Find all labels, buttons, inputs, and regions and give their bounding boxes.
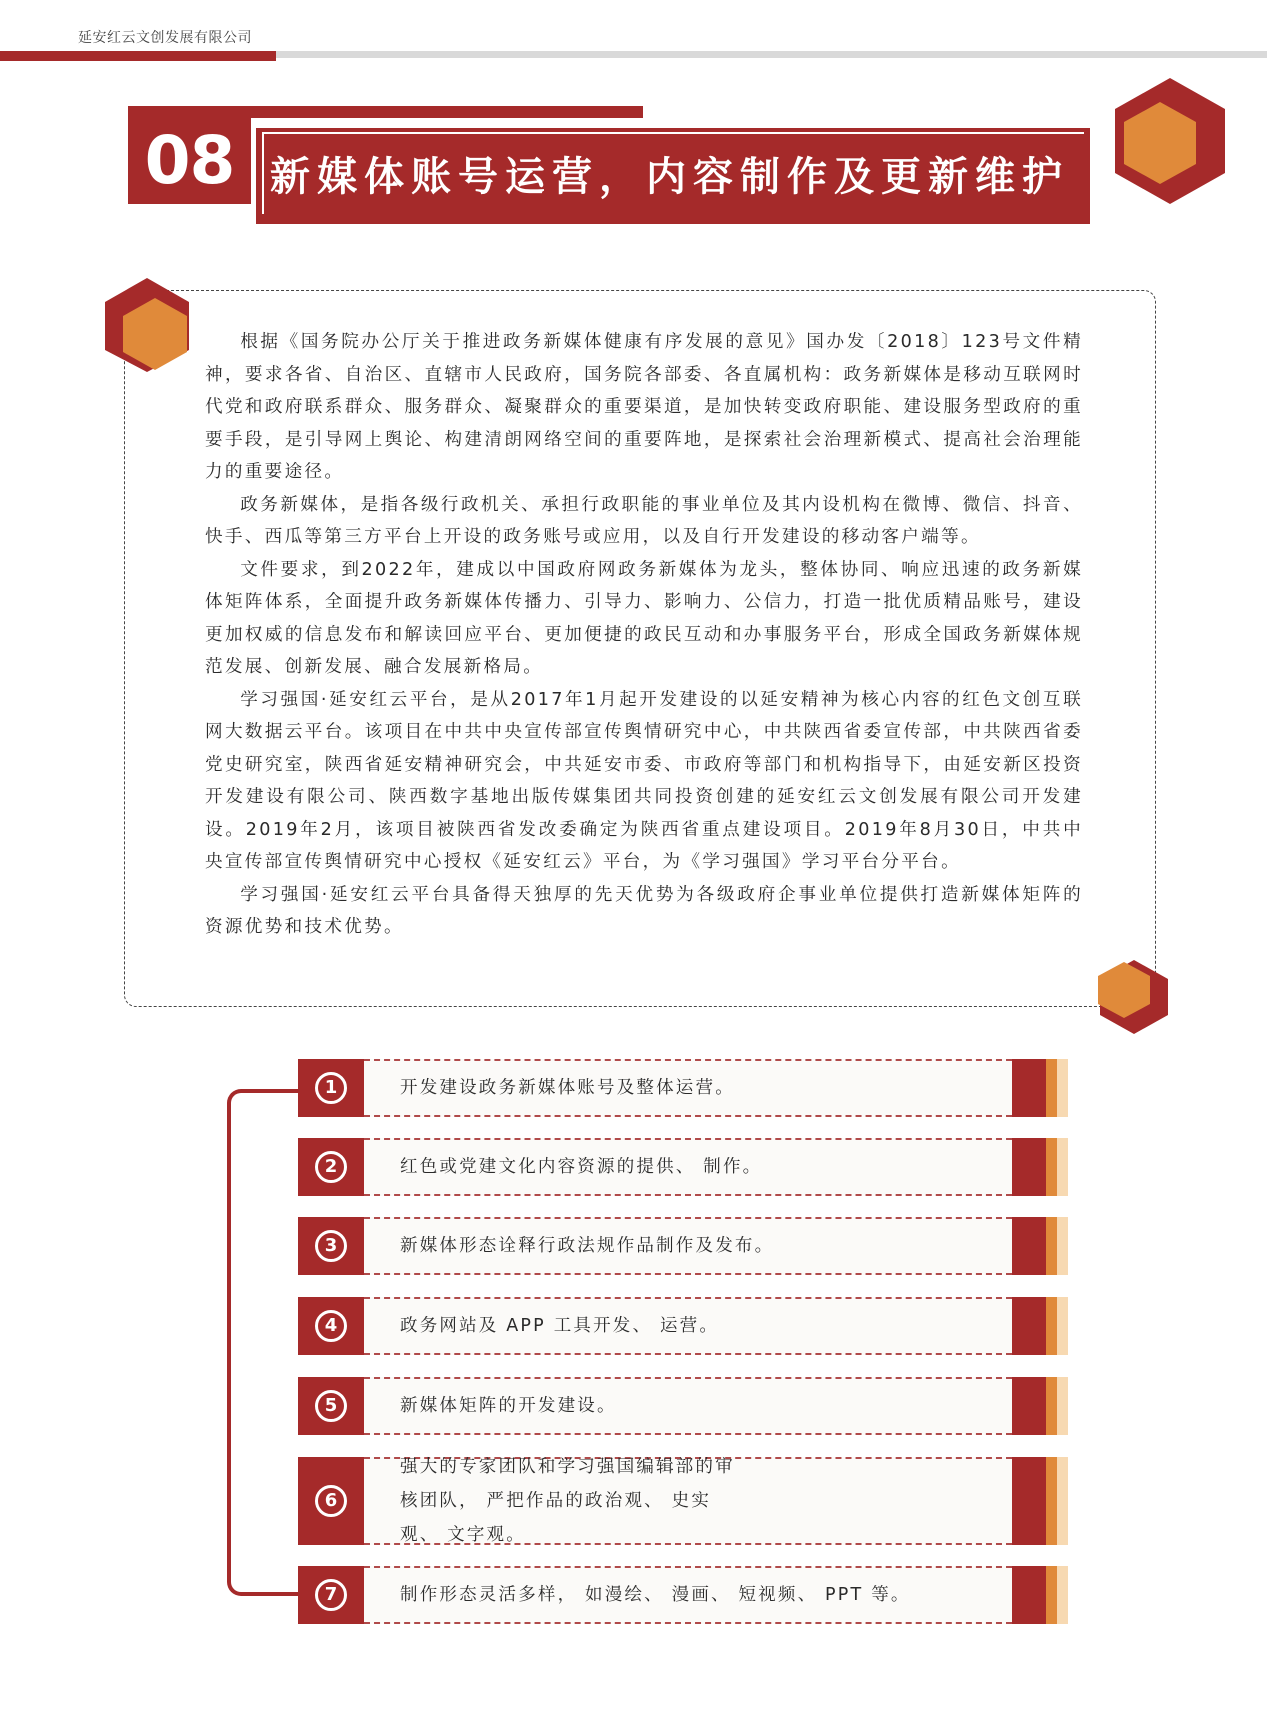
list-item-end-red	[1012, 1059, 1046, 1117]
hexagon-decoration-content-bottom-right	[1090, 958, 1170, 1036]
list-item-end-orange	[1046, 1059, 1057, 1117]
list-item-end-red	[1012, 1566, 1046, 1624]
list-item	[298, 1138, 1068, 1196]
list-item-number: 1	[315, 1072, 347, 1104]
list-item-text: 政务网站及 APP 工具开发、 运营。	[400, 1316, 720, 1336]
list-item-end-orange	[1046, 1297, 1057, 1355]
paragraph-2: 政务新媒体，是指各级行政机关、承担行政职能的事业单位及其内设机构在微博、微信、抖音、快手、西瓜等第三方平台上开设的政务账号或应用，以及自行开发建设的移动客户端等。	[205, 494, 1083, 547]
list-item-number-box	[298, 1297, 364, 1355]
list-item-text: 开发建设政务新媒体账号及整体运营。	[400, 1078, 735, 1098]
list-item-end-red	[1012, 1297, 1046, 1355]
list-item	[298, 1217, 1068, 1275]
list-item-number-box	[298, 1377, 364, 1435]
title-top-strip	[128, 106, 643, 118]
list-item-end-peach	[1057, 1297, 1068, 1355]
list-item-end-orange	[1046, 1217, 1057, 1275]
list-item-number-box	[298, 1138, 364, 1196]
list-item-end-peach	[1057, 1457, 1068, 1545]
list-item-number: 3	[315, 1230, 347, 1262]
list-item-number-box	[298, 1059, 364, 1117]
list-item-text: 新媒体矩阵的开发建设。	[400, 1396, 617, 1416]
list-item-end-peach	[1057, 1059, 1068, 1117]
list-item-number-box	[298, 1457, 364, 1545]
list-item-end-red	[1012, 1217, 1046, 1275]
list-item-end-red	[1012, 1457, 1046, 1545]
list-item-end-peach	[1057, 1217, 1068, 1275]
list-item-number: 5	[315, 1390, 347, 1422]
list-item-number: 4	[315, 1310, 347, 1342]
list-item-end-orange	[1046, 1457, 1057, 1545]
list-item-end-orange	[1046, 1566, 1057, 1624]
list-item-text: 制作形态灵活多样， 如漫绘、 漫画、 短视频、 PPT 等。	[400, 1585, 911, 1605]
list-item	[298, 1377, 1068, 1435]
list-item	[298, 1297, 1068, 1355]
list-item	[298, 1457, 1068, 1545]
list-item	[298, 1059, 1068, 1117]
list-item-number: 7	[315, 1579, 347, 1611]
list-item-end-peach	[1057, 1377, 1068, 1435]
paragraph-3: 文件要求，到2022年，建成以中国政府网政务新媒体为龙头，整体协同、响应迅速的政务新媒体矩阵体系，全面提升政务新媒体传播力、引导力、影响力、公信力，打造一批优质精品账号，建设更加权威的信息发布和解读回应平台、更加便捷的政民互动和办事服务平台，形成全国政务新媒体规范发展、创新发展、融合发展新格局。	[205, 559, 1083, 677]
content-text	[205, 326, 1083, 944]
list-item-end-red	[1012, 1138, 1046, 1196]
list-item-end-peach	[1057, 1138, 1068, 1196]
section-number: 08	[144, 122, 235, 199]
paragraph-5: 学习强国·延安红云平台具备得天独厚的先天优势为各级政府企事业单位提供打造新媒体矩阵的资源优势和技术优势。	[205, 884, 1083, 937]
list-item-text: 强大的专家团队和学习强国编辑部的审核团队， 严把作品的政治观、 史实观、 文字观。	[400, 1457, 735, 1545]
list-item-number: 2	[315, 1151, 347, 1183]
hexagon-decoration-content-top-left	[103, 276, 195, 374]
list-bracket	[227, 1089, 299, 1596]
page-title: 新媒体账号运营，内容制作及更新维护	[270, 154, 1069, 200]
list-item-end-orange	[1046, 1377, 1057, 1435]
header-gray-bar	[276, 51, 1267, 58]
list-item-number: 6	[315, 1485, 347, 1517]
paragraph-4: 学习强国·延安红云平台，是从2017年1月起开发建设的以延安精神为核心内容的红色文创互联网大数据云平台。该项目在中共中央宣传部宣传舆情研究中心，中共陕西省委宣传部，中共陕西省委党史研究室，陕西省延安精神研究会，中共延安市委、市政府等部门和机构指导下，由延安新区投资开发建设有限公司、陕西数字基地出版传媒集团共同投资创建的延安红云文创发展有限公司开发建设。2019年2月，该项目被陕西省发改委确定为陕西省重点建设项目。2019年8月30日，中共中央宣传部宣传舆情研究中心授权《延安红云》平台，为《学习强国》学习平台分平台。	[205, 689, 1083, 872]
list-item-text: 红色或党建文化内容资源的提供、 制作。	[400, 1157, 763, 1177]
list-item-number-box	[298, 1217, 364, 1275]
list-item-end-red	[1012, 1377, 1046, 1435]
list-item	[298, 1566, 1068, 1624]
paragraph-1: 根据《国务院办公厅关于推进政务新媒体健康有序发展的意见》国办发〔2018〕123号文件精神，要求各省、自治区、直辖市人民政府，国务院各部委、各直属机构：政务新媒体是移动互联网时代党和政府联系群众、服务群众、凝聚群众的重要渠道，是加快转变政府职能、建设服务型政府的重要手段，是引导网上舆论、构建清朗网络空间的重要阵地，是探索社会治理新模式、提高社会治理能力的重要途径。	[205, 332, 1083, 482]
list-item-number-box	[298, 1566, 364, 1624]
list-item-end-orange	[1046, 1138, 1057, 1196]
header-red-bar	[0, 51, 276, 61]
list-item-end-peach	[1057, 1566, 1068, 1624]
company-name: 延安红云文创发展有限公司	[78, 30, 252, 46]
hexagon-decoration-top-right	[1105, 76, 1235, 206]
list-item-text: 新媒体形态诠释行政法规作品制作及发布。	[400, 1236, 775, 1256]
